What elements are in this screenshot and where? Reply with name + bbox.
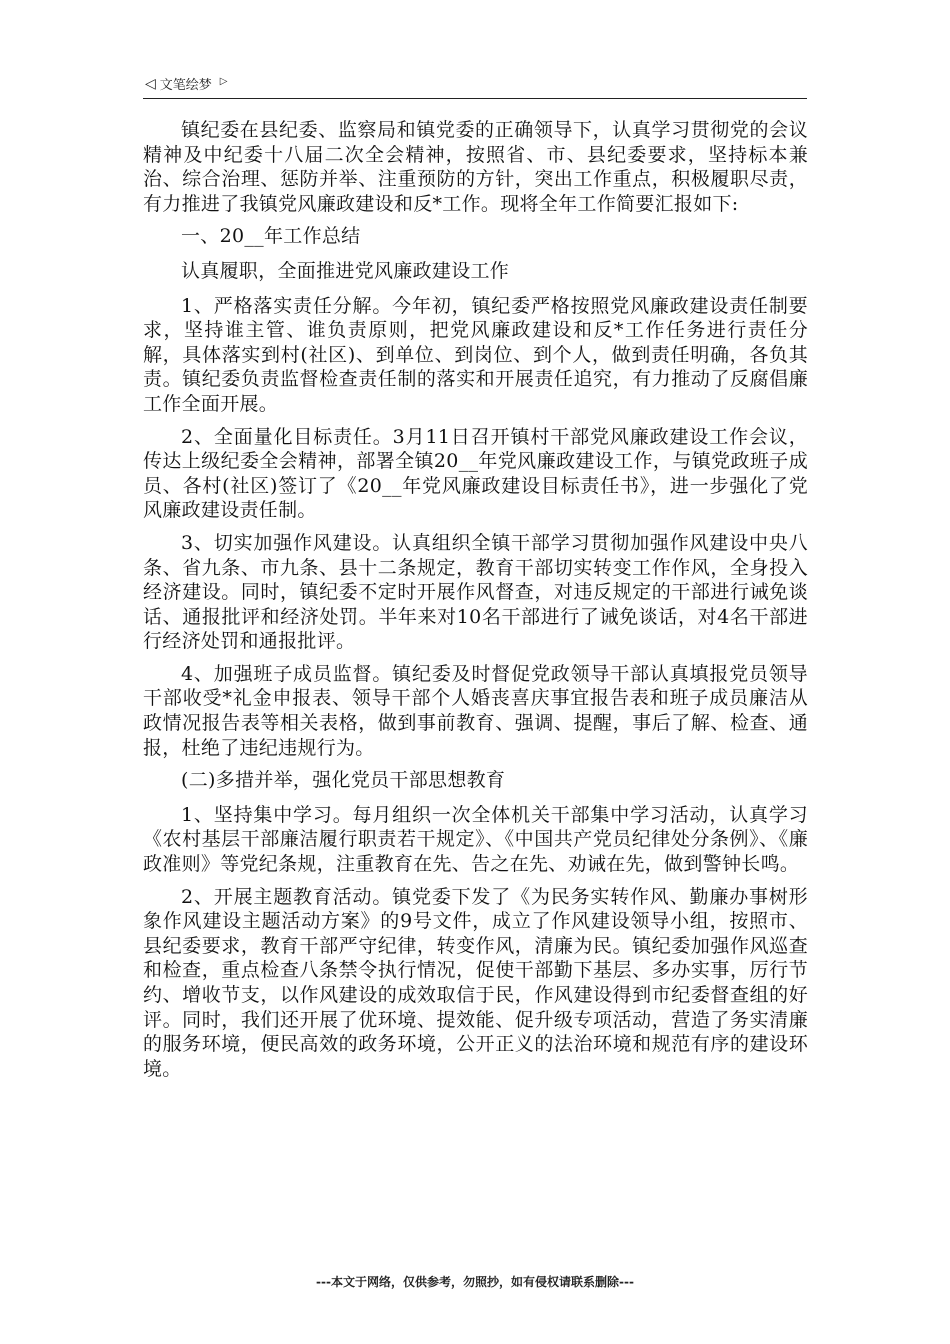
- footer-disclaimer: ---本文于网络，仅供参考，勿照抄，如有侵权请联系删除---: [316, 1275, 634, 1289]
- paragraph-item-2: 2、全面量化目标责任。3月11日召开镇村干部党风廉政建设工作会议，传达上级纪委全会精神，部署全镇20__年党风廉政建设工作，与镇党政班子成员、各村(社区)签订了《20__年党风廉政建设目标责任书》，进一步强化了党风廉政建设责任制。: [143, 425, 808, 522]
- section-heading-summary: 一、20__年工作总结: [181, 225, 361, 248]
- intro-paragraph: 镇纪委在县纪委、监察局和镇党委的正确领导下，认真学习贯彻党的会议精神及中纪委十八届二次全会精神，按照省、市、县纪委要求，坚持标本兼治、综合治理、惩防并举、注重预防的方针，突出工作重点，积极履职尽责，有力推进了我镇党风廉政建设和反*工作。现将全年工作简要汇报如下:: [143, 119, 808, 215]
- page-header: [143, 74, 807, 99]
- subsection-heading-education: (二)多措并举，强化党员干部思想教育: [181, 769, 506, 792]
- paragraph-item-4: 4、加强班子成员监督。镇纪委及时督促党政领导干部认真填报党员领导干部收受*礼金申报表、领导干部个人婚丧喜庆事宜报告表和班子成员廉洁从政情况报告表等相关表格，做到事前教育、强调、提醒，事后了解、检查、通报，杜绝了违纪违规行为。: [143, 662, 808, 759]
- paragraph-education-2: 2、开展主题教育活动。镇党委下发了《为民务实转作风、勤廉办事树形象作风建设主题活动方案》的9号文件，成立了作风建设领导小组，按照市、县纪委要求，教育干部严守纪律，转变作风，清廉为民。镇纪委加强作风巡查和检查，重点检查八条禁令执行情况，促使干部勤下基层、多办实事，厉行节约、增收节支，以作风建设的成效取信于民，作风建设得到市纪委督查组的好评。同时，我们还开展了优环境、提效能、促升级专项活动，营造了务实清廉的服务环境，便民高效的政务环境，公开正义的法治环境和规范有序的建设环境。: [143, 885, 808, 1080]
- triangle-right-icon: ▷: [219, 75, 228, 87]
- paragraph-education-1: 1、坚持集中学习。每月组织一次全体机关干部集中学习活动，认真学习《农村基层干部廉洁履行职责若干规定》、《中国共产党员纪律处分条例》、《廉政准则》等党纪条规，注重教育在先、告之在先、劝诫在先，做到警钟长鸣。: [143, 803, 808, 876]
- paragraph-item-1: 1、严格落实责任分解。今年初，镇纪委严格按照党风廉政建设责任制要求，坚持谁主管、谁负责原则，把党风廉政建设和反*工作任务进行责任分解，具体落实到村(社区)、到单位、到岗位、到个人，做到责任明确，各负其责。镇纪委负责监督检查责任制的落实和开展责任追究，有力推动了反腐倡廉工作全面开展。: [143, 294, 808, 415]
- header-brand-group: [145, 74, 228, 93]
- document-body: [143, 118, 808, 1089]
- paragraph-item-3: 3、切实加强作风建设。认真组织全镇干部学习贯彻加强作风建设中央八条、省九条、市九条、县十二条规定，教育干部切实转变工作作风，全身投入经济建设。同时，镇纪委不定时开展作风督查，对违反规定的干部进行诫免谈话、通报批评和经济处罚。半年来对10名干部进行了诫免谈话，对4名干部进行经济处罚和通报批评。: [143, 531, 808, 653]
- subsection-heading-duty: 认真履职，全面推进党风廉政建设工作: [181, 259, 510, 282]
- header-brand: 文笔绘梦: [159, 78, 212, 93]
- triangle-left-icon: ◁: [145, 75, 156, 92]
